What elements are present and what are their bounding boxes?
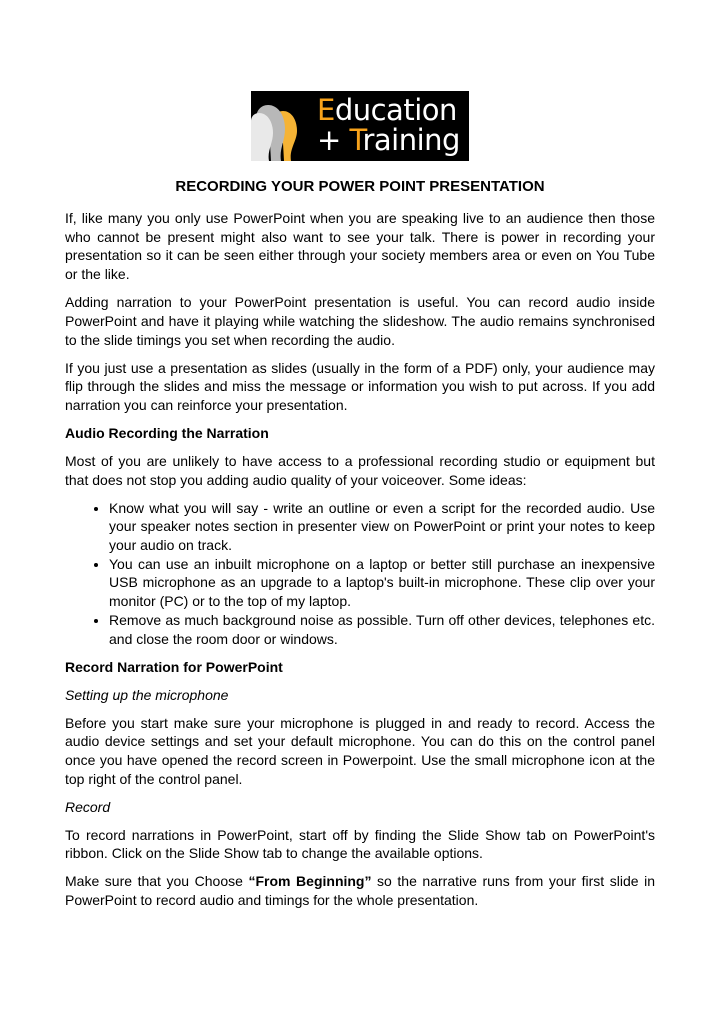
list-item: • You can use an inbuilt microphone on a laptop or better still purchase an inexpensive USB microphone as an upgrade to a laptop's built-in microphone. These clip over your monitor (PC) or to the top of my laptop.: [109, 555, 655, 611]
intro-paragraph-3: If you just use a presentation as slides (usually in the form of a PDF) only, your audience may flip through the slides and miss the message or information you wish to put across. If you add narration you can reinforce your presentation.: [65, 359, 655, 413]
logo-word-training: + Training: [317, 123, 460, 157]
audio-paragraph: Most of you are unlikely to have access to a professional recording studio or equipment but that does not stop you adding audio quality of your voiceover. Some ideas:: [65, 452, 655, 488]
heading-record-narration: Record Narration for PowerPoint: [65, 658, 283, 675]
subheading-setting-up-microphone: Setting up the microphone: [65, 686, 229, 703]
list-item: • Know what you will say - write an outline or even a script for the recorded audio. Use your speaker notes section in presenter view on PowerPoint or print your notes to keep your audio on track.: [109, 499, 655, 555]
subheading-record: Record: [65, 798, 111, 815]
silhouette-heads-icon: [251, 91, 317, 161]
intro-paragraph-2: Adding narration to your PowerPoint presentation is useful. You can record audio inside PowerPoint and have it playing while watching the slideshow. The audio remains synchronised to the slide timings you set when recording the audio.: [65, 294, 655, 348]
record-paragraph: To record narrations in PowerPoint, start off by finding the Slide Show tab on PowerPoint's ribbon. Click on the Slide Show tab to change the available options.: [65, 826, 655, 862]
final-paragraph: Make sure that you Choose “From Beginning” so the narrative runs from your first slide in PowerPoint to record audio and timings for the whole presentation.: [65, 873, 655, 909]
document-body: [65, 178, 655, 919]
from-beginning-emphasis: “From Beginning”: [248, 873, 372, 890]
list-item: • Remove as much background noise as possible. Turn off other devices, telephones etc. and close the room door or windows.: [109, 611, 655, 648]
logo-word-education: Education: [317, 93, 457, 127]
intro-paragraph-1: If, like many you only use PowerPoint when you are speaking live to an audience then those who cannot be present might also want to see your talk. There is power in recording your presentation so it can be seen either through your society members area or even on You Tube or the like.: [65, 210, 655, 283]
heading-audio-recording: Audio Recording the Narration: [65, 424, 269, 441]
document-title: RECORDING YOUR POWER POINT PRESENTATION: [175, 178, 545, 195]
microphone-paragraph: Before you start make sure your microphone is plugged in and ready to record. Access the audio device settings and set your default microphone. You can do this on the control panel once you have opened the record screen in Powerpoint. Use the small microphone icon at the top right of the control panel.: [65, 714, 655, 787]
education-training-logo: [251, 91, 469, 161]
ideas-list: [65, 499, 655, 649]
